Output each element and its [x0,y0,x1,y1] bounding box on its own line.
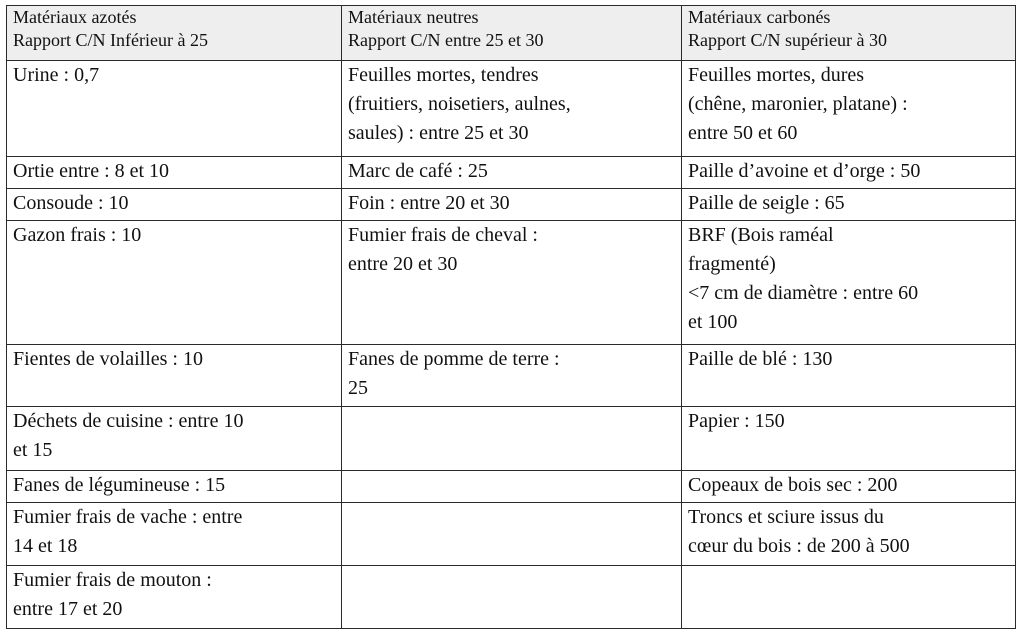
carbon-cell [682,221,1016,345]
cell-line: Fumier frais de vache : entre [13,506,243,528]
header-title: Matériaux azotés [13,7,137,27]
cell-line: saules) : entre 25 et 30 [348,122,529,144]
carbon-cell-empty [682,566,1016,629]
neutral-cell [342,345,682,407]
neutral-cell-empty [342,471,682,503]
neutral-cell [342,221,682,345]
header-row [7,6,1016,61]
cell-line: Paille de seigle : 65 [688,192,845,214]
cell-line: Copeaux de bois sec : 200 [688,474,898,496]
cell-line: Consoude : 10 [13,192,129,214]
cell-line: Fumier frais de mouton : [13,569,212,591]
cn-ratio-table [6,5,1016,629]
cell-line: entre 20 et 30 [348,253,458,275]
nitrogen-cell [7,221,342,345]
neutral-cell [342,189,682,221]
cell-line: (fruitiers, noisetiers, aulnes, [348,93,571,115]
cell-line: Urine : 0,7 [13,64,100,86]
cell-line: Fanes de pomme de terre : [348,348,560,370]
cell-line: Troncs et sciure issus du [688,506,884,528]
header-neutral [342,6,682,61]
carbon-cell [682,345,1016,407]
cell-line: Déchets de cuisine : entre 10 [13,410,244,432]
neutral-cell-empty [342,566,682,629]
nitrogen-cell [7,189,342,221]
table-row [7,407,1016,471]
cell-line: Foin : entre 20 et 30 [348,192,510,214]
cell-line: 25 [348,377,368,399]
cell-line: entre 17 et 20 [13,598,123,620]
header-ratio: Rapport C/N entre 25 et 30 [348,30,544,50]
carbon-cell [682,503,1016,566]
neutral-cell-empty [342,407,682,471]
cell-line: BRF (Bois raméal [688,224,834,246]
nitrogen-cell [7,345,342,407]
cell-line: Feuilles mortes, dures [688,64,865,86]
cell-line: Fientes de volailles : 10 [13,348,203,370]
cell-line: (chêne, maronier, platane) : [688,93,908,115]
cell-line: entre 50 et 60 [688,122,798,144]
cell-line: Marc de café : 25 [348,160,488,182]
cell-line: Paille de blé : 130 [688,348,833,370]
table-row [7,345,1016,407]
header-nitrogen [7,6,342,61]
cell-line: cœur du bois : de 200 à 500 [688,535,910,557]
neutral-cell [342,61,682,157]
cell-line: <7 cm de diamètre : entre 60 [688,282,919,304]
header-title: Matériaux neutres [348,7,479,27]
table-row [7,61,1016,157]
cell-line: fragmenté) [688,253,776,275]
cell-line: et 15 [13,439,53,461]
nitrogen-cell [7,157,342,189]
neutral-cell-empty [342,503,682,566]
carbon-cell [682,407,1016,471]
carbon-cell [682,157,1016,189]
carbon-cell [682,189,1016,221]
table-row [7,189,1016,221]
cell-line: Gazon frais : 10 [13,224,142,246]
cell-line: Fanes de légumineuse : 15 [13,474,226,496]
table-row [7,503,1016,566]
cell-line: Paille d’avoine et d’orge : 50 [688,160,921,182]
nitrogen-cell [7,61,342,157]
cell-line: Papier : 150 [688,410,785,432]
header-carbon [682,6,1016,61]
neutral-cell [342,157,682,189]
cell-line: 14 et 18 [13,535,78,557]
nitrogen-cell [7,407,342,471]
table-row [7,471,1016,503]
cell-line: Ortie entre : 8 et 10 [13,160,170,182]
table-row [7,221,1016,345]
header-ratio: Rapport C/N supérieur à 30 [688,30,887,50]
nitrogen-cell [7,566,342,629]
table-row [7,566,1016,629]
header-ratio: Rapport C/N Inférieur à 25 [13,30,208,50]
nitrogen-cell [7,471,342,503]
table-row [7,157,1016,189]
carbon-cell [682,61,1016,157]
header-title: Matériaux carbonés [688,7,831,27]
carbon-cell [682,471,1016,503]
nitrogen-cell [7,503,342,566]
cell-line: Feuilles mortes, tendres [348,64,539,86]
cell-line: Fumier frais de cheval : [348,224,538,246]
cell-line: et 100 [688,311,738,333]
